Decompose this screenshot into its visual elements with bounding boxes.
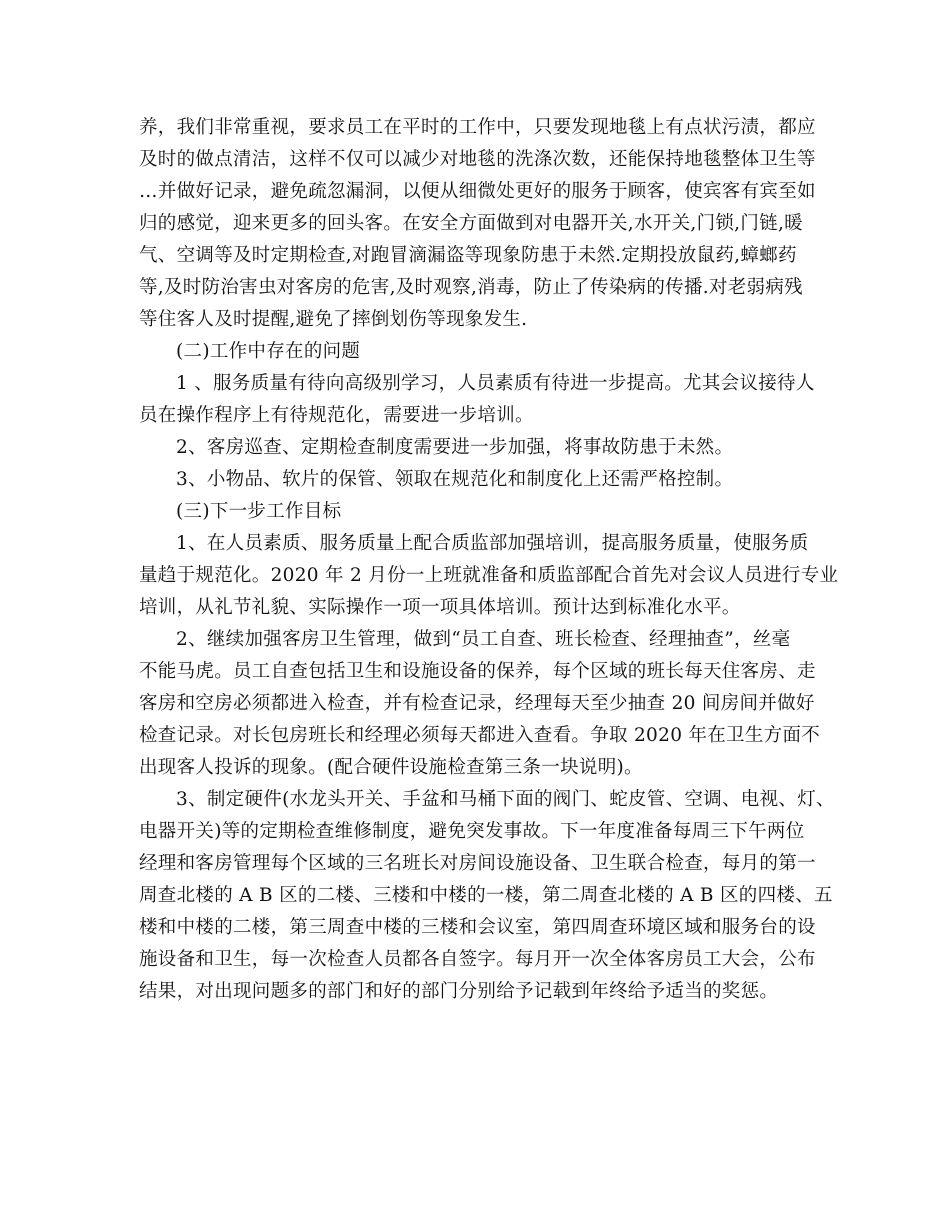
text-line: 2、客房巡查、定期检查制度需要进一步加强，将事故防患于未然。	[176, 437, 734, 458]
text-line: 量趋于规范化。2020 年 2 月份一上班就准备和质监部配合首先对会议人员进行专业	[139, 565, 839, 586]
text-line: 等住客人及时提醒,避免了摔倒划伤等现象发生.	[139, 309, 528, 330]
text-line: 检查记录。对长包房班长和经理必须每天都进入查看。争取 2020 年在卫生方面不	[139, 725, 821, 746]
text-line: 气、空调等及时定期检查,对跑冒滴漏盗等现象防患于未然.定期投放鼠药,蟑螂药	[139, 245, 797, 266]
text-line: 归的感觉，迎来更多的回头客。在安全方面做到对电器开关,水开关,门锁,门链,暖	[139, 213, 803, 234]
text-line: 出现客人投诉的现象。(配合硬件设施检查第三条一块说明)。	[139, 757, 643, 778]
text-line: …并做好记录，避免疏忽漏洞，以便从细微处更好的服务于顾客，使宾客有宾至如	[139, 181, 816, 202]
text-line: 电器开关)等的定期检查维修制度，避免突发事故。下一年度准备每周三下午两位	[139, 821, 805, 842]
text-line: 及时的做点清洁，这样不仅可以减少对地毯的洗涤次数，还能保持地毯整体卫生等	[139, 149, 816, 170]
text-line: 2、继续加强客房卫生管理，做到“员工自查、班长检查、经理抽查”，丝毫	[176, 629, 791, 650]
text-line: 施设备和卫生，每一次检查人员都各自签字。每月开一次全体客房员工大会，公布	[139, 949, 816, 970]
text-line: 周查北楼的 A B 区的二楼、三楼和中楼的一楼，第二周查北楼的 A B 区的四楼、五	[139, 885, 833, 906]
text-line: 等,及时防治害虫对客房的危害,及时观察,消毒，防止了传染病的传播.对老弱病残	[139, 277, 803, 298]
section-heading: (三)下一步工作目标	[176, 501, 342, 522]
text-line: 1 、服务质量有待向高级别学习，人员素质有待进一步提高。尤其会议接待人	[176, 373, 815, 394]
text-line: 员在操作程序上有待规范化，需要进一步培训。	[139, 405, 534, 426]
text-line: 养，我们非常重视，要求员工在平时的工作中，只要发现地毯上有点状污渍，都应	[139, 117, 816, 138]
text-line: 3、小物品、软片的保管、领取在规范化和制度化上还需严格控制。	[176, 469, 734, 490]
section-heading: (二)工作中存在的问题	[176, 341, 361, 362]
text-line: 培训，从礼节礼貌、实际操作一项一项具体培训。预计达到标准化水平。	[139, 597, 741, 618]
text-line: 经理和客房管理每个区域的三名班长对房间设施设备、卫生联合检查，每月的第一	[139, 853, 816, 874]
text-line: 3、制定硬件(水龙头开关、手盆和马桶下面的阀门、蛇皮管、空调、电视、灯、	[176, 789, 835, 810]
text-line: 结果，对出现问题多的部门和好的部门分别给予记载到年终给予适当的奖惩。	[139, 981, 779, 1002]
text-line: 客房和空房必须都进入检查，并有检查记录，经理每天至少抽查 20 间房间并做好	[139, 693, 815, 714]
text-line: 1、在人员素质、服务质量上配合质监部加强培训，提高服务质量，使服务质	[176, 533, 809, 554]
text-line: 不能马虎。员工自查包括卫生和设施设备的保养，每个区域的班长每天住客房、走	[139, 661, 816, 682]
text-line: 楼和中楼的二楼，第三周查中楼的三楼和会议室，第四周查环境区域和服务台的设	[139, 917, 816, 938]
